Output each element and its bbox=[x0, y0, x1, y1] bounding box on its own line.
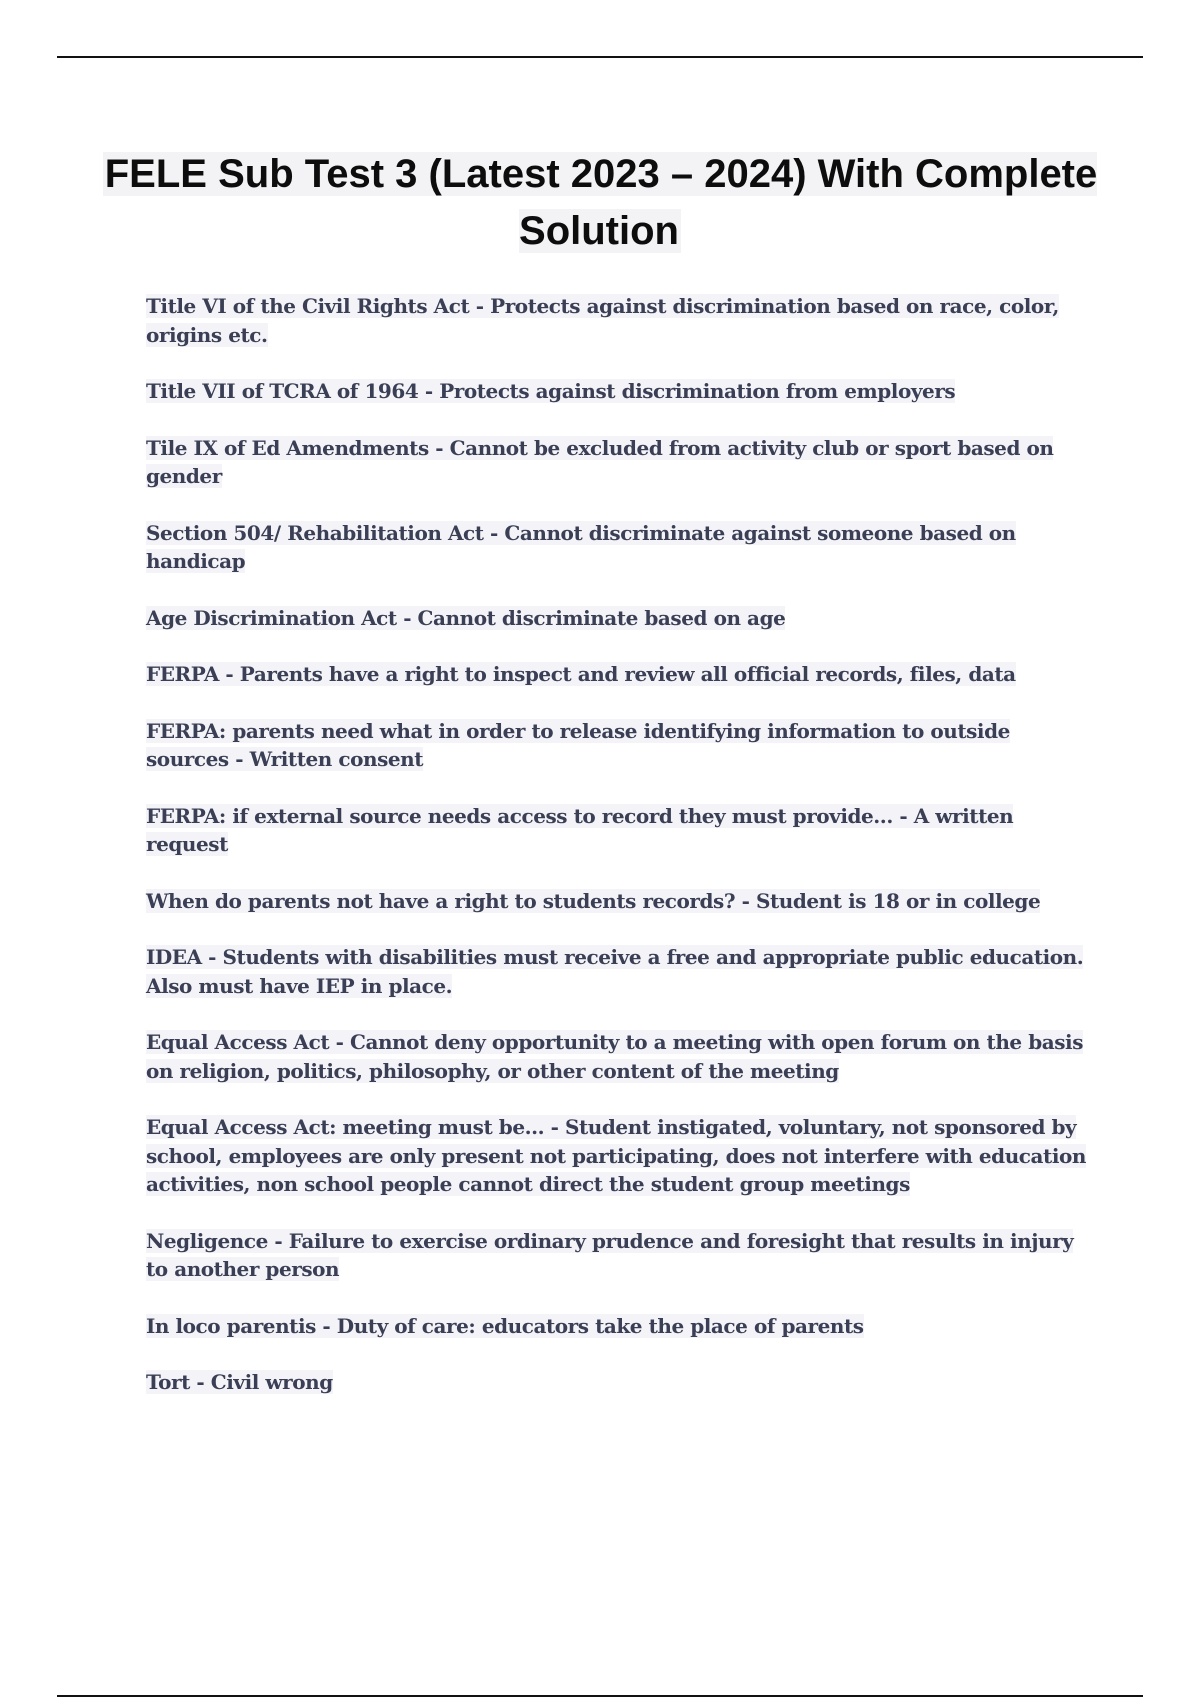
entry-ferpa-rights: FERPA - Parents have a right to inspect and review all official records, files, data bbox=[146, 662, 1016, 686]
entry-section-504: Section 504/ Rehabilitation Act - Cannot discriminate against someone based on handicap bbox=[146, 520, 1016, 573]
entry-age-discrimination: Age Discrimination Act - Cannot discriminate based on age bbox=[146, 605, 786, 630]
entry-tort: Tort - Civil wrong bbox=[146, 1370, 333, 1394]
entry-list bbox=[146, 292, 1098, 1425]
document-title bbox=[57, 146, 1143, 260]
bottom-divider bbox=[57, 1695, 1143, 1697]
entry-negligence: Negligence - Failure to exercise ordinary prudence and foresight that results in injury to another person bbox=[146, 1228, 1074, 1281]
entry-title-vii: Title VII of TCRA of 1964 - Protects against discrimination from employers bbox=[146, 379, 956, 403]
entry-equal-access: Equal Access Act - Cannot deny opportunity to a meeting with open forum on the basis on religion, politics, philosophy, or other content of the meeting bbox=[146, 1030, 1084, 1083]
entry-ferpa-request: FERPA: if external source needs access to record they must provide... - A written request bbox=[146, 803, 1014, 856]
entry-parents-records: When do parents not have a right to students records? - Student is 18 or in college bbox=[146, 888, 1041, 913]
entry-title-vi: Title VI of the Civil Rights Act - Protects against discrimination based on race, color, origins etc. bbox=[146, 294, 1059, 347]
entry-equal-access-meeting: Equal Access Act: meeting must be... - Student instigated, voluntary, not sponsored by school, employees are only present not participating, does not interfere with education activities, non school people cannot direct the student group meetings bbox=[146, 1115, 1086, 1196]
entry-idea: IDEA - Students with disabilities must receive a free and appropriate public education. Also must have IEP in place. bbox=[146, 945, 1084, 998]
top-divider bbox=[57, 56, 1143, 58]
document-title-text: FELE Sub Test 3 (Latest 2023 – 2024) With Complete Solution bbox=[104, 152, 1098, 253]
entry-in-loco-parentis: In loco parentis - Duty of care: educators take the place of parents bbox=[146, 1313, 864, 1338]
entry-ferpa-consent: FERPA: parents need what in order to release identifying information to outside sources - Written consent bbox=[146, 718, 1010, 771]
entry-title-ix: Tile IX of Ed Amendments - Cannot be excluded from activity club or sport based on gender bbox=[146, 435, 1054, 488]
